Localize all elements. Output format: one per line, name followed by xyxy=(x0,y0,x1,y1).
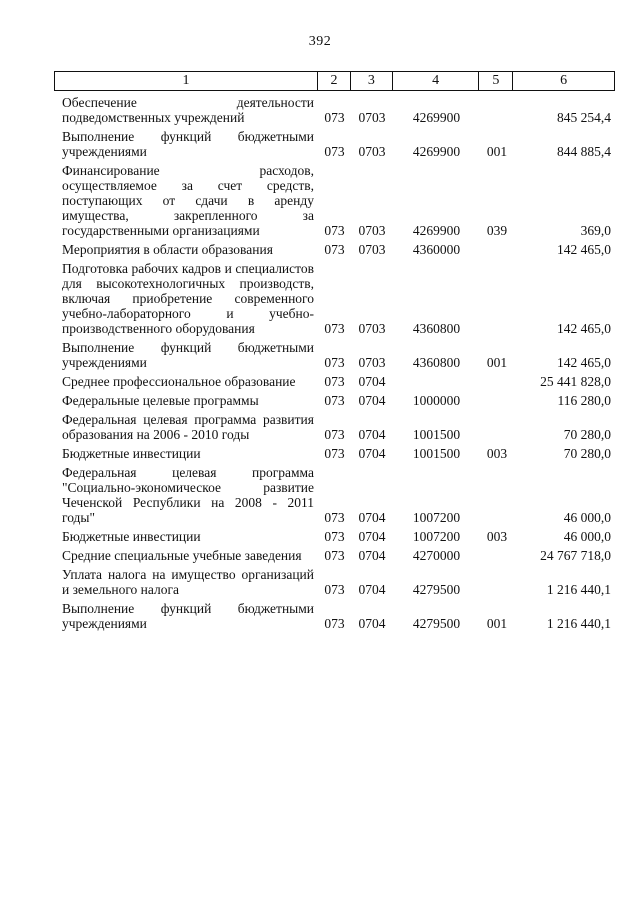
row-amount: 845 254,4 xyxy=(557,110,611,125)
row-amount: 70 280,0 xyxy=(563,446,611,461)
row-code-article: 1001500 xyxy=(412,427,461,442)
row-amount: 1 216 440,1 xyxy=(546,582,611,597)
table-row xyxy=(54,567,615,597)
row-code-expense-type: 001 xyxy=(486,616,508,631)
row-code-ministry: 073 xyxy=(324,510,345,525)
row-code-article: 4270000 xyxy=(412,548,461,563)
row-name: Федеральная целевая программа развития образования на 2006 - 2010 годы xyxy=(62,412,314,442)
header-col-1: 1 xyxy=(55,72,318,90)
row-code-article: 4360800 xyxy=(412,355,461,370)
header-col-4: 4 xyxy=(393,72,480,90)
row-name: Федеральные целевые программы xyxy=(62,393,259,408)
header-col-6: 6 xyxy=(560,73,568,88)
row-amount: 142 465,0 xyxy=(557,242,611,257)
table-row xyxy=(54,163,615,238)
table-row xyxy=(54,465,615,525)
row-code-section: 0703 xyxy=(358,321,386,336)
header-col-2: 2 xyxy=(318,72,351,90)
table-row xyxy=(54,95,615,125)
page-number: 392 xyxy=(308,34,332,49)
table-row xyxy=(54,412,615,442)
row-name: Мероприятия в области образования xyxy=(62,242,273,257)
row-code-section: 0704 xyxy=(358,427,386,442)
row-code-expense-type: 001 xyxy=(486,355,508,370)
row-code-article: 4360800 xyxy=(412,321,461,336)
row-name: Среднее профессиональное образование xyxy=(62,374,296,389)
row-code-section: 0703 xyxy=(358,144,386,159)
row-code-ministry: 073 xyxy=(324,223,345,238)
header-col-5: 5 xyxy=(479,72,513,90)
row-name: Федеральная целевая программа "Социально-экономическое развитие Чеченской Республики на 2008 - 2011 годы" xyxy=(62,465,314,525)
row-name: Финансирование расходов, осуществляемое за счет средств, поступающих от сдачи в аренду имущества, закрепленного за государственными организациями xyxy=(62,163,314,238)
header-col-3: 3 xyxy=(351,72,393,90)
row-code-section: 0704 xyxy=(358,510,386,525)
row-amount: 142 465,0 xyxy=(557,355,611,370)
row-code-article: 4269900 xyxy=(412,223,461,238)
row-code-ministry: 073 xyxy=(324,616,345,631)
table-row xyxy=(54,374,615,389)
row-amount: 24 767 718,0 xyxy=(540,548,611,563)
row-code-article: 4279500 xyxy=(412,582,461,597)
row-code-section: 0703 xyxy=(358,110,386,125)
row-amount: 25 441 828,0 xyxy=(540,374,611,389)
row-code-ministry: 073 xyxy=(324,374,345,389)
row-code-ministry: 073 xyxy=(324,110,345,125)
table-header xyxy=(54,71,615,91)
row-code-article: 1001500 xyxy=(412,446,461,461)
table-row xyxy=(54,261,615,336)
row-amount: 142 465,0 xyxy=(557,321,611,336)
table-row xyxy=(54,340,615,370)
row-code-ministry: 073 xyxy=(324,355,345,370)
row-code-article: 4269900 xyxy=(412,110,461,125)
row-name: Выполнение функций бюджетными учреждениями xyxy=(62,129,314,159)
row-code-ministry: 073 xyxy=(324,529,345,544)
row-code-ministry: 073 xyxy=(324,144,345,159)
row-code-article: 1007200 xyxy=(412,529,461,544)
table-row xyxy=(54,129,615,159)
row-code-section: 0704 xyxy=(358,446,386,461)
table-row xyxy=(54,548,615,563)
row-name: Выполнение функций бюджетными учреждениями xyxy=(62,601,314,631)
table-row xyxy=(54,601,615,631)
row-code-ministry: 073 xyxy=(324,446,345,461)
row-code-ministry: 073 xyxy=(324,393,345,408)
row-amount: 70 280,0 xyxy=(563,427,611,442)
row-code-section: 0704 xyxy=(358,529,386,544)
row-code-section: 0703 xyxy=(358,355,386,370)
row-code-expense-type: 001 xyxy=(486,144,508,159)
row-code-article: 1007200 xyxy=(412,510,461,525)
table-row xyxy=(54,529,615,544)
row-amount: 844 885,4 xyxy=(557,144,611,159)
row-code-section: 0704 xyxy=(358,548,386,563)
row-code-section: 0704 xyxy=(358,616,386,631)
row-code-expense-type: 003 xyxy=(486,529,508,544)
row-code-expense-type: 039 xyxy=(486,223,508,238)
row-name: Выполнение функций бюджетными учреждениями xyxy=(62,340,314,370)
row-code-section: 0704 xyxy=(358,374,386,389)
row-code-section: 0704 xyxy=(358,582,386,597)
row-name: Уплата налога на имущество организаций и земельного налога xyxy=(62,567,314,597)
row-amount: 1 216 440,1 xyxy=(546,616,611,631)
row-amount: 369,0 xyxy=(580,223,611,238)
row-code-article: 4279500 xyxy=(412,616,461,631)
row-amount: 46 000,0 xyxy=(563,529,611,544)
row-code-section: 0703 xyxy=(358,242,386,257)
row-name: Средние специальные учебные заведения xyxy=(62,548,302,563)
row-code-article: 4360000 xyxy=(412,242,461,257)
row-code-ministry: 073 xyxy=(324,242,345,257)
row-amount: 116 280,0 xyxy=(557,393,611,408)
row-name: Бюджетные инвестиции xyxy=(62,446,201,461)
row-code-ministry: 073 xyxy=(324,582,345,597)
row-name: Подготовка рабочих кадров и специалистов для высокотехнологичных производств, включая приобретение современного учебно-лабораторного и учебно-производственного оборудования xyxy=(62,261,314,336)
row-code-ministry: 073 xyxy=(324,427,345,442)
row-name: Обеспечение деятельности подведомственных учреждений xyxy=(62,95,314,125)
table-row xyxy=(54,446,615,461)
row-code-article: 4269900 xyxy=(412,144,461,159)
row-code-article: 1000000 xyxy=(412,393,461,408)
row-amount: 46 000,0 xyxy=(563,510,611,525)
row-code-section: 0704 xyxy=(358,393,386,408)
row-code-ministry: 073 xyxy=(324,321,345,336)
row-name: Бюджетные инвестиции xyxy=(62,529,201,544)
table-body xyxy=(54,95,615,635)
table-row xyxy=(54,242,615,257)
row-code-expense-type: 003 xyxy=(486,446,508,461)
table-row xyxy=(54,393,615,408)
row-code-section: 0703 xyxy=(358,223,386,238)
row-code-ministry: 073 xyxy=(324,548,345,563)
